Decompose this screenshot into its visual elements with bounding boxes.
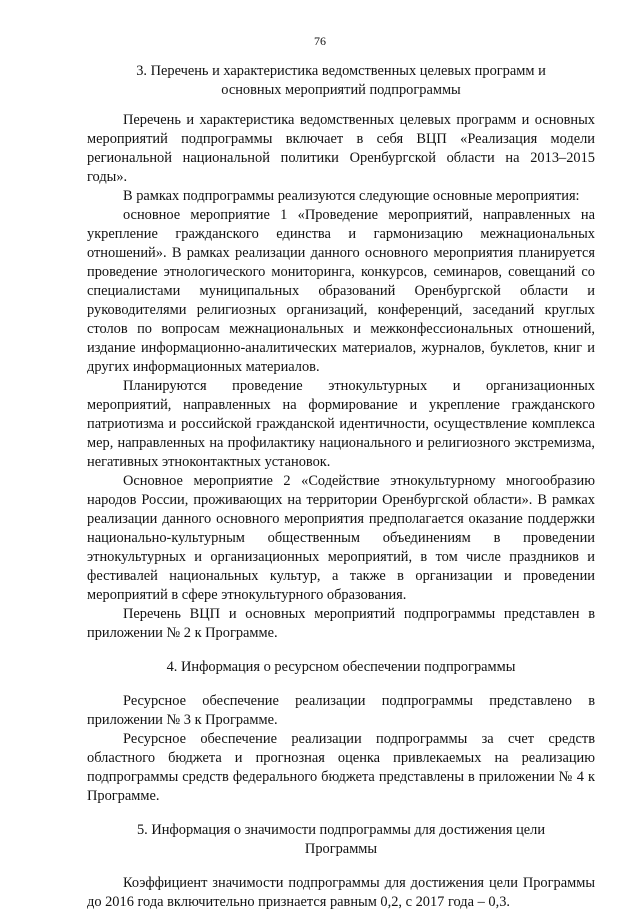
section-5-heading-line-2: Программы	[304, 841, 378, 857]
section-3-paragraph: Основное мероприятие 2 «Содействие этнокультурному многообразию народов России, проживающих на территории Оренбургской области». В рамках реализации данного основного мероприятия предполагается оказание поддержки национально-культурным общественным объединениям в проведении этнокультурных и организационных мероприятий, в том числе праздников и фестивалей национальных культур, а также в организации и проведении мероприятий в сфере этнокультурного образования.	[87, 473, 595, 603]
section-3-paragraph: Планируются проведение этнокультурных и организационных мероприятий, направленных на формирование и укрепление гражданского патриотизма и российской гражданской идентичности, осуществление комплекса мер, направленных на профилактику национального и религиозного экстремизма, негативных этноконтактных установок.	[87, 378, 595, 470]
section-5	[87, 821, 595, 912]
section-4-heading: 4. Информация о ресурсном обеспечении подпрограммы	[166, 659, 516, 675]
section-3-paragraph: Перечень ВЦП и основных мероприятий подпрограммы представлен в приложении № 2 к Программе.	[87, 606, 595, 641]
section-4-paragraph: Ресурсное обеспечение реализации подпрограммы представлено в приложении № 3 к Программе.	[87, 693, 595, 728]
section-3-paragraph: Перечень и характеристика ведомственных целевых программ и основных мероприятий подпрограммы включает в себя ВЦП «Реализация модели региональной национальной политики Оренбургской области на 2013–2015 годы».	[87, 112, 595, 185]
page-content	[87, 62, 595, 912]
section-4	[87, 658, 595, 806]
section-3-heading-line-1: 3. Перечень и характеристика ведомственных целевых программ и	[136, 63, 546, 79]
section-5-paragraph: Коэффициент значимости подпрограммы для достижения цели Программы до 2016 года включительно признается равным 0,2, с 2017 года – 0,3.	[87, 875, 595, 910]
section-3	[87, 62, 595, 643]
section-3-paragraph: основное мероприятие 1 «Проведение мероприятий, направленных на укрепление гражданского единства и гармонизацию межнациональных отношений». В рамках реализации данного основного мероприятия планируется проведение этнологического мониторинга, конкурсов, семинаров, совещаний со специалистами муниципальных образований Оренбургской области и руководителями религиозных организаций, конференций, заседаний круглых столов по вопросам межнациональных и межконфессиональных отношений, издание информационно-аналитических материалов, журналов, буклетов, книг и других информационных материалов.	[87, 207, 595, 375]
section-3-heading-line-2: основных мероприятий подпрограммы	[221, 82, 461, 98]
section-5-heading-line-1: 5. Информация о значимости подпрограммы для достижения цели	[136, 822, 546, 838]
page-number: 76	[314, 34, 326, 48]
section-3-paragraph: В рамках подпрограммы реализуются следующие основные мероприятия:	[123, 188, 580, 204]
section-4-paragraph: Ресурсное обеспечение реализации подпрограммы за счет средств областного бюджета и прогнозная оценка привлекаемых на реализацию подпрограммы средств федерального бюджета представлены в приложении № 4 к Программе.	[87, 731, 595, 804]
